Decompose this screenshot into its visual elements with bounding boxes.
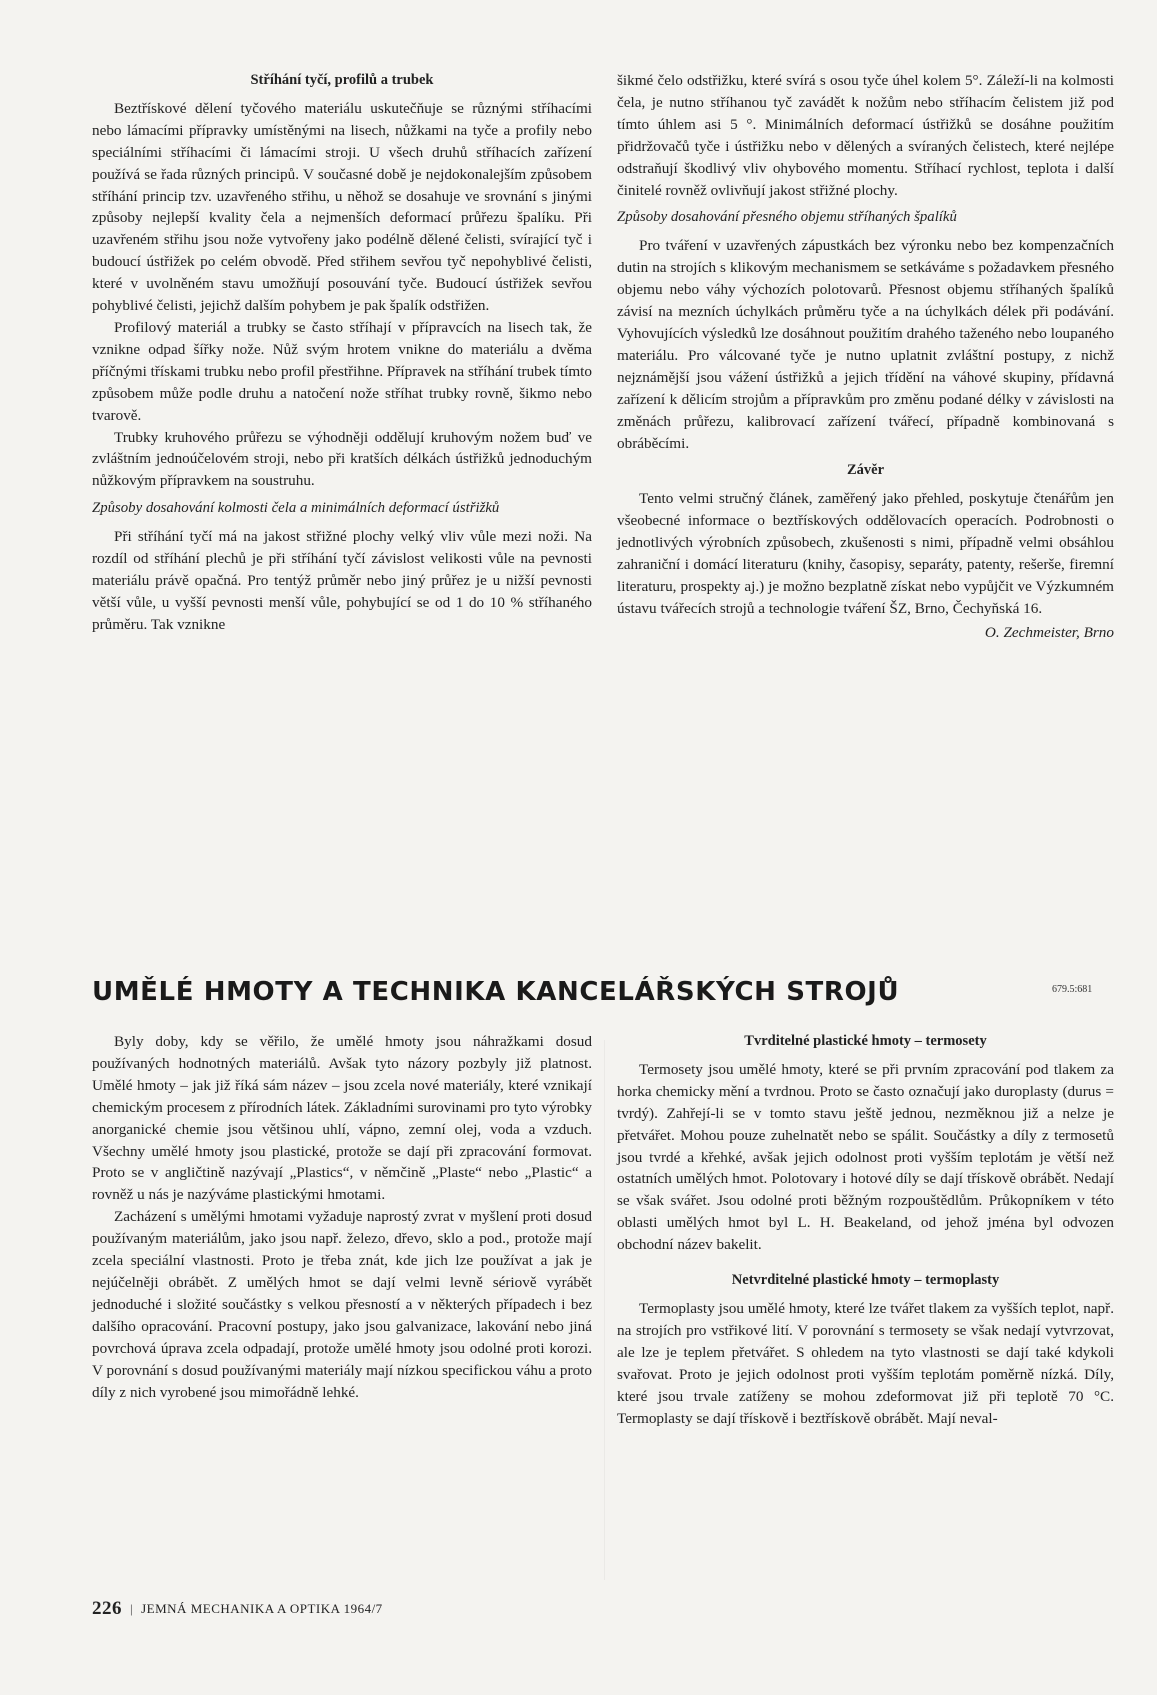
paragraph: Trubky kruhového průřezu se výhodněji oddělují kruhovým nožem buď ve zvláštním jednoúčelovém stroji, nebo při kratších délkách ústřižků jednoduchým nůžkovým přípravkem na soustruhu. (92, 428, 592, 490)
paragraph: Termoplasty jsou umělé hmoty, které lze tvářet tlakem za vyšších teplot, např. na strojích pro vstřikové lití. V porovnání s termosety se však nedají vytvrzovat, ale lze je teplem přetvářet. S ohledem na tyto vlastnosti se dají také kdykoli svařovat. Proto je jejich odolnost proti vyšším teplotám poměrně nízká. Díly, které jsou trvale zatíženy se mohou zdeformovat již při teplotě 70 °C. Termoplasty se dají třískově i beztřískově obrábět. Mají neval- (617, 1299, 1114, 1427)
article2-column-left (92, 1031, 592, 1403)
column-divider (604, 1040, 605, 1580)
section-heading: Stříhání tyčí, profilů a trubek (250, 72, 434, 88)
paragraph: Tento velmi stručný článek, zaměřený jako přehled, poskytuje čtenářům jen všeobecné informace o beztřískových oddělovacích operacích. Podrobnosti o jednotlivých výrobních způsobech, zkušenosti s nimi, případně velmi obsáhlou zahraniční i domácí literaturu (knihy, časopisy, separáty, patenty, rešerše, firemní literaturu, prospekty aj.) je možno bezplatně získat nebo vypůjčit ve Výzkumném ústavu tvářecích strojů a technologie tváření ŠZ, Brno, Čechyňská 16. (617, 490, 1114, 617)
paragraph-continued: šikmé čelo odstřižku, které svírá s osou tyče úhel kolem 5°. Záleží-li na kolmosti čela, je nutno stříhanou tyč zavádět k nožům nebo stříhacím čelistem již pod tímto úhlem asi 5 °. Minimálních deformací ústřižků se dosáhne použitím přidržovačů tyče i ústřižku nebo v dělených a svíraných čelistech, které nejlépe odstraňují škodlivý vliv ohybového momentu. Stříhací rychlost, teplota i další činitelé rovněž ovlivňují jakost střižné plochy. (617, 72, 1114, 199)
page-number: 226 (92, 1598, 122, 1619)
article1-column-left (92, 70, 592, 636)
conclusion-heading: Závěr (846, 462, 885, 479)
udc-code: 679.5:681 (1052, 984, 1093, 995)
author-signature: O. Zechmeister, Brno (984, 623, 1114, 641)
subsection-heading: Způsoby dosahování kolmosti čela a minimálních deformací ústřižků (92, 500, 500, 517)
section-heading: Tvrditelné plastické hmoty – termosety (744, 1033, 987, 1049)
article2-column-right (617, 1031, 1114, 1429)
paragraph: Profilový materiál a trubky se často stříhají v přípravcích na lisech tak, že vznikne odpad šířky nože. Nůž svým hrotem vnikne do materiálu a dvěma příčnými třískami trubku nebo profil přestřihne. Přípravek na stříhání trubek tímto způsobem může podle druhu a natočení nože stříhat trubky rovně, šikmo nebo tvarově. (92, 318, 592, 424)
journal-name: JEMNÁ MECHANIKA A OPTIKA 1964/7 (141, 1601, 383, 1616)
paragraph: Byly doby, kdy se věřilo, že umělé hmoty jsou náhražkami dosud používaných hodnotných materiálů. Avšak tyto názory pozbyly již platnost. Umělé hmoty – jak již říká sám název – jsou zcela nové materiály, které vznikají chemickým procesem z přírodních látek. Základními surovinami pro tyto výrobky anorganické chemie jsou většinou uhlí, vápno, zemní olej, voda a vzduch. Všechny umělé hmoty jsou plastické, protože se dají při zpracování formovat. Proto se v angličtině nazývají „Plastics“, v němčině „Plaste“ nebo „Plastic“ a rovněž u nás je nazýváme plastickými hmotami. (92, 1033, 592, 1204)
paragraph: Termosety jsou umělé hmoty, které se při prvním zpracování pod tlakem za horka chemicky mění a tvrdnou. Proto se často označují jako duroplasty (durus = tvrdý). Zahřejí-li se v tomto stavu ještě jednou, nezměknou již a nelze je přetvářet. Mohou pouze zuhelnatět nebo se spálit. Součástky a díly z termosetů jsou tvrdé a křehké, avšak jejich odolnost proti vyšším teplotám je větší než ostatních umělých hmot. Polotovary i hotové díly se dají třískově obrábět. Nedají se však svářet. Jsou odolné proti běžným rozpouštědlům. Průkopníkem v této oblasti umělých hmot byl L. H. Beakeland, od jehož jména byl odvozen obchodní název bakelit. (617, 1060, 1114, 1254)
footer-separator: | (130, 1601, 134, 1616)
paragraph: Pro tváření v uzavřených zápustkách bez výronku nebo bez kompenzačních dutin na strojích s klikovým mechanismem se setkáváme s požadavkem přesného objemu nebo váhy výchozích polotovarů. Přesnost objemu stříhaných špalíků závisí na mezních úchylkách průměru tyče a na úchylkách délek při podávání. Vyhovujících výsledků lze dosáhnout použitím drahého taženého nebo loupaného materiálu. Pro válcované tyče je nutno uplatnit zvláštní postupy, z nichž nejznámější jsou vážení ústřižků a jejich třídění na váhové skupiny, přídavná zařízení k dělicím strojům a přípravkům pro změnu podané délky v závislosti na změnách průřezu, kalibrovací zařízení tvářecí, případně kombinovaná s obráběcími. (617, 237, 1114, 452)
page-footer (92, 1598, 383, 1620)
paragraph: Zacházení s umělými hmotami vyžaduje naprostý zvrat v myšlení proti dosud používaným materiálům, jako jsou např. železo, dřevo, sklo a pod., protože mají zcela speciální vlastnosti. Proto je třeba znát, kde jich lze používat a jak je nejúčelněji obrábět. Z umělých hmot se dají velmi levně sériově vyrábět jednoduché i složité součástky s velkou přesností a v některých případech i bez dalšího opracování. Pracovní postupy, jako jsou galvanizace, lakování nebo jiná povrchová úprava zcela odpadají, protože umělé hmoty jsou odolné proti korozi. V porovnání s dosud používanými materiály mají nízkou specifickou váhu a proto díly z nich vyrobené jsou mimořádně lehké. (92, 1208, 592, 1401)
section-heading: Netvrditelné plastické hmoty – termoplasty (731, 1272, 1000, 1289)
article-title: UMĚLÉ HMOTY A TECHNIKA KANCELÁŘSKÝCH STROJŮ (92, 977, 900, 1007)
paragraph: Beztřískové dělení tyčového materiálu uskutečňuje se různými stříhacími nebo lámacími přípravky umístěnými na lisech, nůžkami na tyče a profily nebo speciálními stříhacími či lámacími stroji. U všech druhů stříhacích zařízení používá se řada různých principů. V současné době je nejdokonalejším způsobem stříhání princip tzv. uzavřeného střihu, u něhož se dosahuje ve srovnání s jinými způsoby nejlepší kvality čela a nejmenších deformací průřezu špalíku. Při uzavřeném střihu jsou nože vytvořeny jako podélně dělené čelisti, svírající tyč i budoucí ústřižek po celém obvodě. Před střihem sevřou tyč nepohyblivé čelisti, které v uvolněném stavu umožňují posouvání tyče. Budoucí ústřižek sevřou pohyblivé čelisti, jejichž dalším pohybem je pak špalík odstřižen. (92, 99, 592, 315)
paragraph: Při stříhání tyčí má na jakost střižné plochy velký vliv vůle mezi noži. Na rozdíl od stříhání plechů je při stříhání tyčí závislost velikosti vůle na pevnosti materiálu právě opačná. Pro tentýž průměr nebo jiný průřez je u nižší pevnosti větší vůle, u vyšší pevnosti menší vůle, pohybující se od 1 do 10 % stříhaného průměru. Tak vznikne (92, 528, 592, 633)
article1-column-right (617, 70, 1114, 644)
subsection-heading: Způsoby dosahování přesného objemu stříhaných špalíků (617, 209, 957, 226)
